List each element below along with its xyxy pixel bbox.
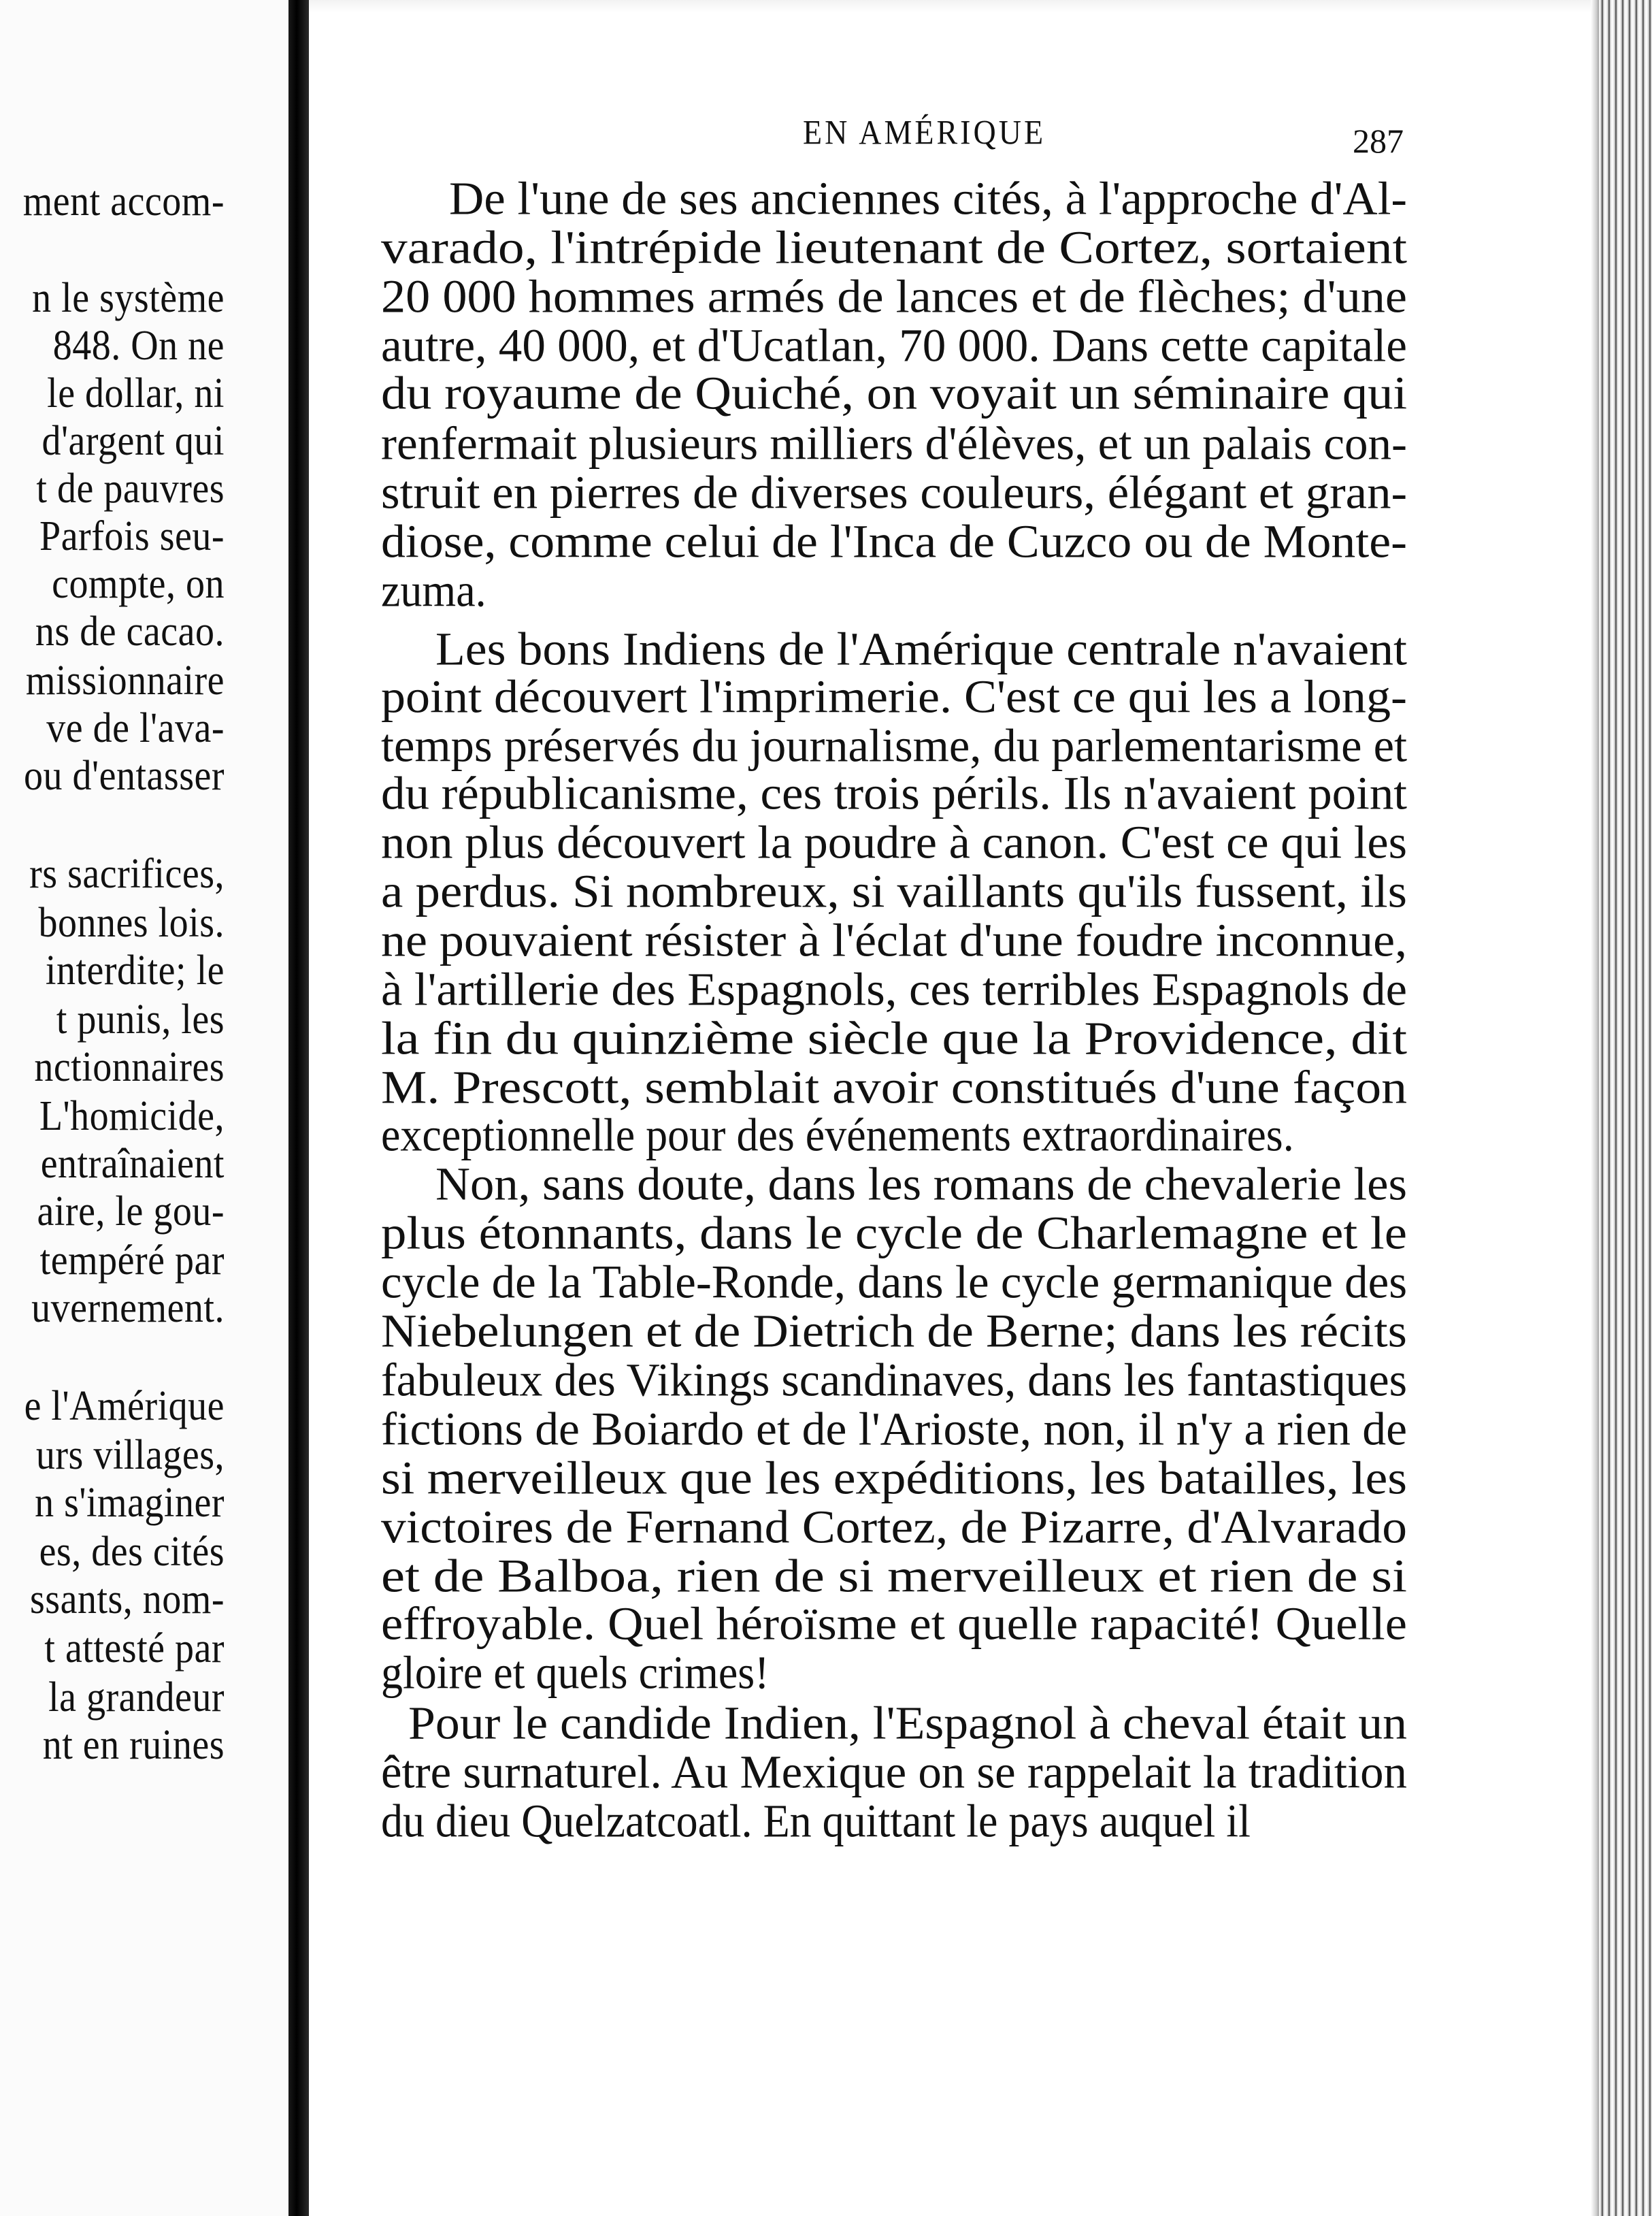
left-page-line: rs sacrifices, [29,850,225,898]
body-line: plus étonnants, dans le cycle de Charlemagne et le [381,1207,1407,1259]
body-line: à l'artillerie des Espagnols, ces terribles Espagnols de [381,963,1407,1015]
body-line: la fin du quinzième siècle que la Providence, dit [381,1012,1407,1064]
body-line: renfermait plusieurs milliers d'élèves, et un palais con- [381,417,1408,470]
body-line: Les bons Indiens de l'Amérique centrale n'avaient [435,623,1407,675]
body-line: M. Prescott, semblait avoir constitués d'une façon [381,1061,1408,1113]
left-page-line: Parfois seu- [39,512,225,560]
body-line: De l'une de ses anciennes cités, à l'approche d'Al- [449,172,1408,225]
body-line: a perdus. Si nombreux, si vaillants qu'ils fussent, ils [381,865,1407,917]
left-page-line: ou d'entasser [24,752,225,800]
body-line: Pour le candide Indien, l'Espagnol à cheval était un [408,1697,1407,1749]
body-line: diose, comme celui de l'Inca de Cuzco ou de Monte- [381,515,1408,568]
left-page-line: urs villages, [35,1431,225,1479]
body-line: zuma. [381,564,486,617]
left-page-line: nctionnaires [34,1043,225,1091]
left-page-line: tempéré par [39,1237,225,1284]
body-line: exceptionnelle pour des événements extraordinaires. [381,1109,1294,1161]
left-page-line: n s'imaginer [35,1479,225,1527]
body-line: ne pouvaient résister à l'éclat d'une foudre inconnue, [381,914,1408,966]
left-page-line: nt en ruines [42,1721,225,1769]
body-line: fictions de Boiardo et de l'Arioste, non, il n'y a rien de [381,1403,1407,1455]
body-line: struit en pierres de diverses couleurs, élégant et gran- [381,466,1408,519]
body-line: autre, 40 000, et d'Ucatlan, 70 000. Dans cette capitale [381,319,1407,372]
left-page-line: L'homicide, [39,1092,225,1140]
body-line: point découvert l'imprimerie. C'est ce qui les a long- [381,670,1407,723]
left-page-line: t punis, les [56,996,225,1043]
body-line: non plus découvert la poudre à canon. C'est ce qui les [381,816,1407,868]
body-line: si merveilleux que les expéditions, les batailles, les [381,1452,1408,1504]
body-line: du républicanisme, ces trois périls. Ils n'avaient point [381,767,1408,819]
left-page-line: ve de l'ava- [46,704,225,752]
left-page-line: ns de cacao. [35,608,225,655]
body-line: et de Balboa, rien de si merveilleux et rien de si [381,1550,1407,1602]
left-page-line: ment accom- [22,178,225,225]
left-page-line: e l'Amérique [24,1382,225,1430]
body-line: cycle de la Table-Ronde, dans le cycle germanique des [381,1256,1408,1308]
body-line: temps préservés du journalisme, du parlementarisme et [381,719,1407,772]
body-line: effroyable. Quel héroïsme et quelle rapacité! Quelle [381,1597,1407,1650]
left-page-line: t de pauvres [36,465,225,512]
body-line: victoires de Fernand Cortez, de Pizarre, d'Alvarado [381,1501,1408,1553]
body-line: Non, sans doute, dans les romans de chevalerie les [435,1158,1408,1210]
left-page-line: uvernement. [31,1284,225,1332]
left-page-line: compte, on [52,560,225,608]
left-page-line: ssants, nom- [30,1576,225,1623]
left-page-line: 848. On ne [52,322,225,370]
left-page-line: es, des cités [39,1528,225,1576]
left-page-line: d'argent qui [42,417,225,465]
left-page-line: entraînaient [40,1140,225,1188]
left-page-line: interdite; le [45,947,225,994]
body-line: être surnaturel. Au Mexique on se rappelait la tradition [381,1746,1407,1798]
body-line: Niebelungen et de Dietrich de Berne; dans les récits [381,1305,1407,1357]
body-line: du royaume de Quiché, on voyait un séminaire qui [381,367,1408,419]
left-page-line: aire, le gou- [37,1188,225,1235]
left-page-line: le dollar, ni [47,370,225,417]
body-line: gloire et quels crimes! [381,1646,770,1699]
body-line: varado, l'intrépide lieutenant de Cortez, sortaient [381,221,1408,274]
left-page-line: bonnes lois. [38,899,225,947]
left-page-line: missionnaire [25,657,225,704]
page-number: 287 [1353,122,1404,160]
body-line: 20 000 hommes armés de lances et de flèches; d'une [381,270,1407,323]
body-line: fabuleux des Vikings scandinaves, dans les fantastiques [381,1354,1407,1406]
left-page-line: n le système [32,274,225,322]
running-head: EN AMÉRIQUE [803,113,1046,152]
left-page-line: la grandeur [48,1674,225,1721]
body-line: du dieu Quelzatcoatl. En quittant le pays auquel il [381,1795,1251,1847]
left-page-line: t attesté par [44,1625,225,1672]
